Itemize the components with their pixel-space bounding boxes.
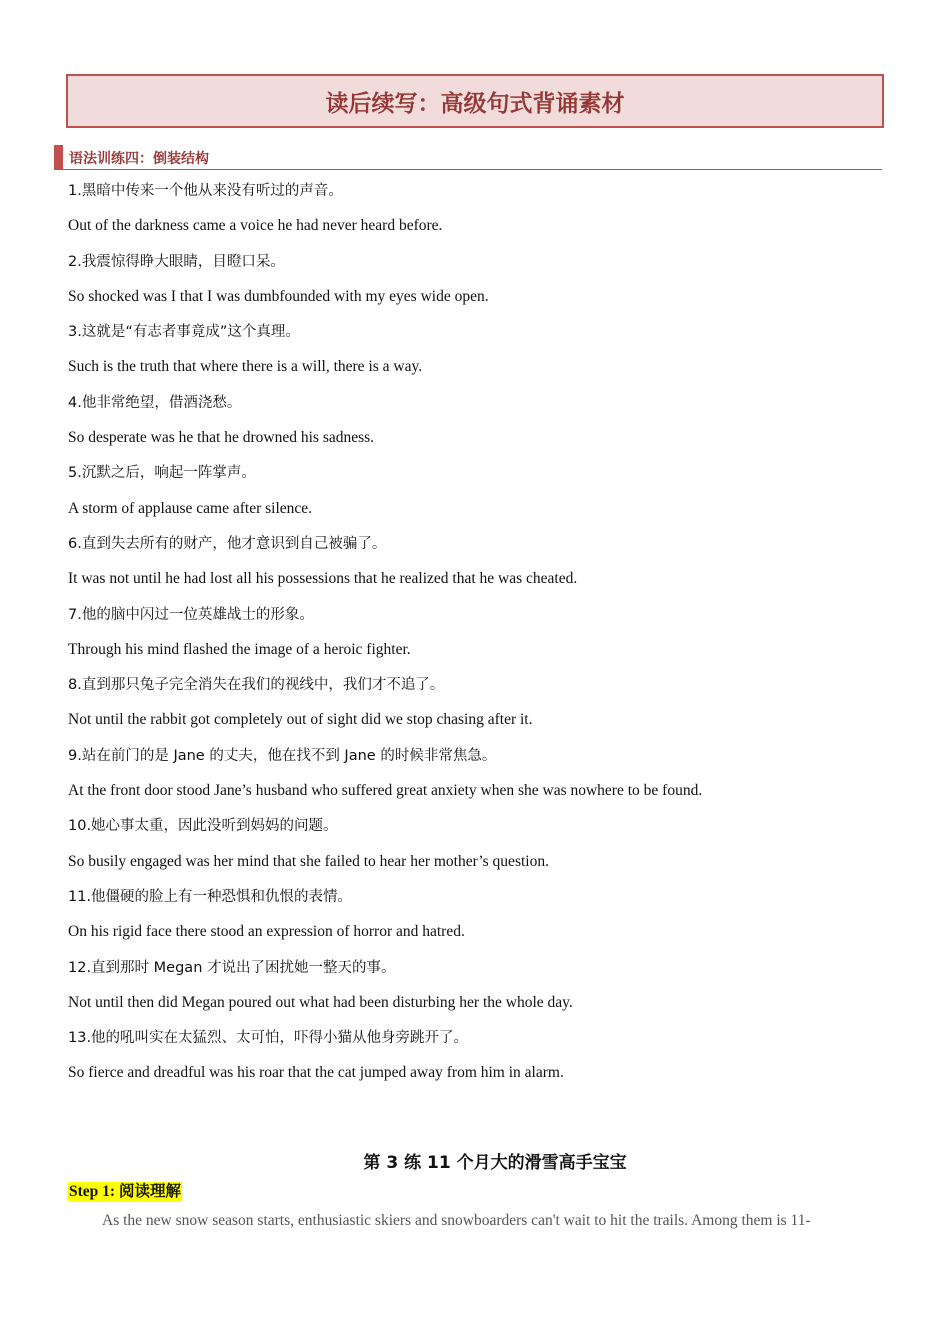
- item-7-chinese: 7.他的脑中闪过一位英雄战士的形象。: [68, 606, 314, 623]
- page-title: 读后续写：高级句式背诵素材: [325, 90, 625, 117]
- page-title-box: [66, 74, 884, 128]
- item-8-chinese: 8.直到那只兔子完全消失在我们的视线中，我们才不追了。: [68, 677, 445, 694]
- item-6-english: It was not until he had lost all his possessions that he realized that he was cheated.: [68, 570, 578, 588]
- item-13-chinese: 13.他的吼叫实在太猛烈、太可怕，吓得小猫从他身旁跳开了。: [68, 1030, 469, 1047]
- section-heading-text: 语法训练四：倒装结构: [69, 151, 209, 167]
- item-9-english: At the front door stood Jane’s husband who suffered great anxiety when she was nowhere to be found.: [68, 782, 703, 800]
- item-12-chinese: 12.直到那时 Megan 才说出了困扰她一整天的事。: [68, 959, 396, 976]
- item-1-chinese: 1.黑暗中传来一个他从来没有听过的声音。: [68, 183, 343, 199]
- section-heading: [54, 144, 882, 170]
- item-5-english: A storm of applause came after silence.: [68, 499, 313, 517]
- item-8-english: Not until the rabbit got completely out of sight did we stop chasing after it.: [68, 711, 533, 729]
- step-label: Step 1: 阅读理解: [69, 1183, 181, 1200]
- item-4-chinese: 4.他非常绝望，借酒浇愁。: [68, 394, 242, 411]
- item-10-chinese: 10.她心事太重，因此没听到妈妈的问题。: [68, 818, 338, 835]
- item-4-english: So desperate was he that he drowned his sadness.: [68, 429, 375, 447]
- item-1-english: Out of the darkness came a voice he had never heard before.: [68, 217, 443, 235]
- sentence-list: [68, 178, 908, 1096]
- item-6-chinese: 6.直到失去所有的财产，他才意识到自己被骗了。: [68, 535, 387, 552]
- item-2-english: So shocked was I that I was dumbfounded with my eyes wide open.: [68, 287, 489, 305]
- section-marker-bar: [54, 145, 63, 169]
- item-3-chinese: 3.这就是“有志者事竟成”这个真理。: [68, 324, 300, 341]
- practice-title: 第 3 练 11 个月大的滑雪高手宝宝: [363, 1153, 627, 1173]
- item-10-english: So busily engaged was her mind that she failed to hear her mother’s question.: [68, 852, 549, 870]
- item-5-chinese: 5.沉默之后，响起一阵掌声。: [68, 465, 256, 482]
- item-11-chinese: 11.他僵硬的脸上有一种恐惧和仇恨的表情。: [68, 888, 353, 905]
- item-7-english: Through his mind flashed the image of a heroic fighter.: [68, 640, 411, 658]
- item-3-english: Such is the truth that where there is a will, there is a way.: [68, 358, 423, 376]
- reading-paragraph: As the new snow season starts, enthusiastic skiers and snowboarders can't wait to hit the trails. Among them is 11-: [102, 1212, 811, 1229]
- item-11-english: On his rigid face there stood an expression of horror and hatred.: [68, 923, 465, 941]
- item-13-english: So fierce and dreadful was his roar that the cat jumped away from him in alarm.: [68, 1064, 564, 1082]
- item-9-chinese: 9.站在前门的是 Jane 的丈夫，他在找不到 Jane 的时候非常焦急。: [68, 747, 497, 764]
- item-12-english: Not until then did Megan poured out what had been disturbing her the whole day.: [68, 993, 573, 1011]
- item-2-chinese: 2.我震惊得睁大眼睛，目瞪口呆。: [68, 253, 285, 270]
